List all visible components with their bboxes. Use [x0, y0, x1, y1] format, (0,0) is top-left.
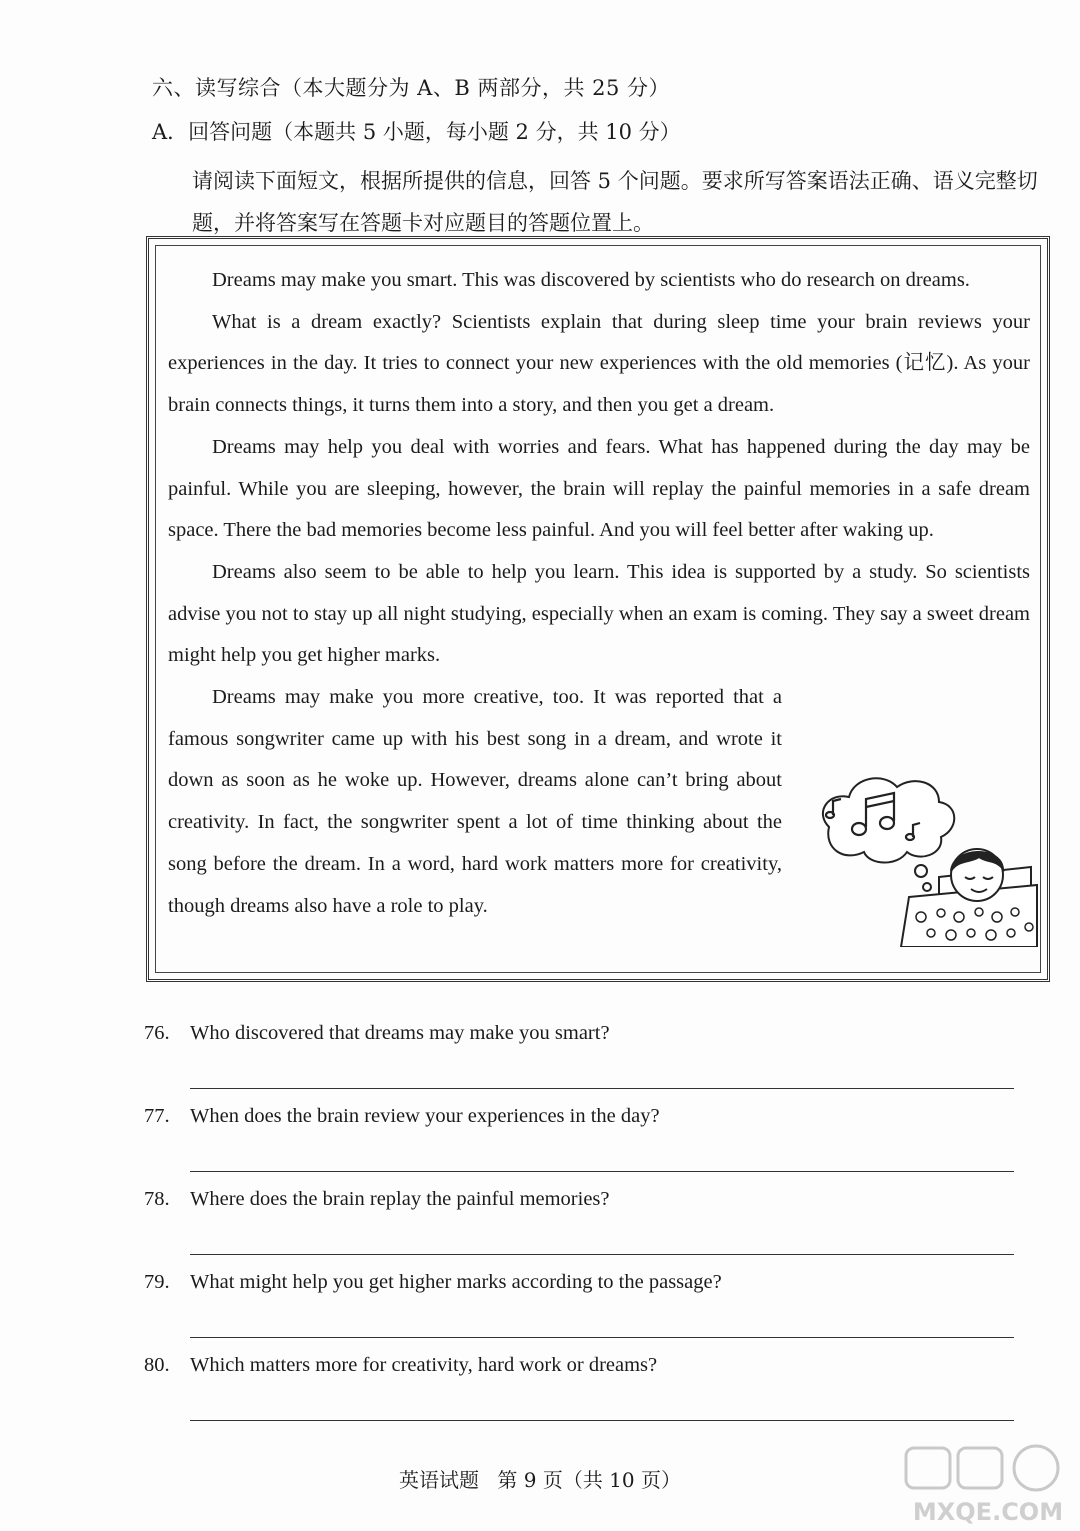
- footer-page-number: 第 9 页（共 10 页）: [497, 1468, 681, 1492]
- question-number: 76.: [144, 1022, 170, 1044]
- boy-face: [951, 849, 1003, 901]
- question-text: Who discovered that dreams may make you smart?: [190, 1022, 610, 1044]
- question-text: Which matters more for creativity, hard work or dreams?: [190, 1354, 658, 1376]
- section-title: 六、读写综合（本大题分为 A、B 两部分，共 25 分）: [152, 76, 671, 100]
- question-77: [144, 1099, 1024, 1182]
- passage-paragraph-3: Dreams may help you deal with worries and fears. What has happened during the day may be painful. While you are sleeping, however, the brain will replay the painful memories in a safe dream space. There the bad memories become less painful. And you will feel better after waking up.: [168, 435, 1030, 542]
- site-watermark: [896, 1440, 1076, 1530]
- passage-paragraph-5: Dreams may make you more creative, too. It was reported that a famous songwriter came up with his best song in a dream, and wrote it down as soon as he woke up. However, dreams alone can’t bring about creativity. In fact, the songwriter spent a lot of time thinking about the song before the dream. In a word, hard work matters more for creativity, though dreams also have a role to play.: [168, 677, 1030, 927]
- part-a-title: A．回答问题（本题共 5 小题，每小题 2 分，共 10 分）: [152, 120, 681, 144]
- passage-paragraph-1: Dreams may make you smart. This was discovered by scientists who do research on dreams.: [212, 269, 970, 291]
- question-list: [144, 1016, 1024, 1431]
- answer-line: [190, 1420, 1014, 1421]
- footer-subject: 英语试题: [399, 1468, 480, 1492]
- answer-line: [190, 1337, 1014, 1338]
- sleeping-boy-illustration: [809, 767, 1041, 947]
- passage-box: [146, 236, 1050, 982]
- question-79: [144, 1265, 1024, 1348]
- question-text: What might help you get higher marks according to the passage?: [190, 1271, 722, 1293]
- question-number: 78.: [144, 1188, 170, 1210]
- question-number: 77.: [144, 1105, 170, 1127]
- passage-paragraph-4: Dreams also seem to be able to help you learn. This idea is supported by a study. So scientists advise you not to stay up all night studying, especially when an exam is coming. They say a sweet dream might help you get higher marks.: [168, 560, 1030, 667]
- question-text: Where does the brain replay the painful memories?: [190, 1188, 610, 1210]
- question-76: [144, 1016, 1024, 1099]
- answer-line: [190, 1171, 1014, 1172]
- watermark-text: MXQE.COM: [912, 1498, 1064, 1526]
- question-text: When does the brain review your experiences in the day?: [190, 1105, 660, 1127]
- question-78: [144, 1182, 1024, 1265]
- part-a-instruction: 请阅读下面短文，根据所提供的信息，回答 5 个问题。要求所写答案语法正确、语义完整切题，并将答案写在答题卡对应题目的答题位置上。: [192, 169, 1038, 235]
- question-number: 79.: [144, 1271, 170, 1293]
- passage-paragraph-2: What is a dream exactly? Scientists explain that during sleep time your brain reviews your experiences in the day. It tries to connect your new experiences with the old memories (记忆). As your brain connects things, it turns them into a story, and then you get a dream.: [168, 310, 1030, 417]
- answer-line: [190, 1088, 1014, 1089]
- question-80: [144, 1348, 1024, 1431]
- question-number: 80.: [144, 1354, 170, 1376]
- answer-line: [190, 1254, 1014, 1255]
